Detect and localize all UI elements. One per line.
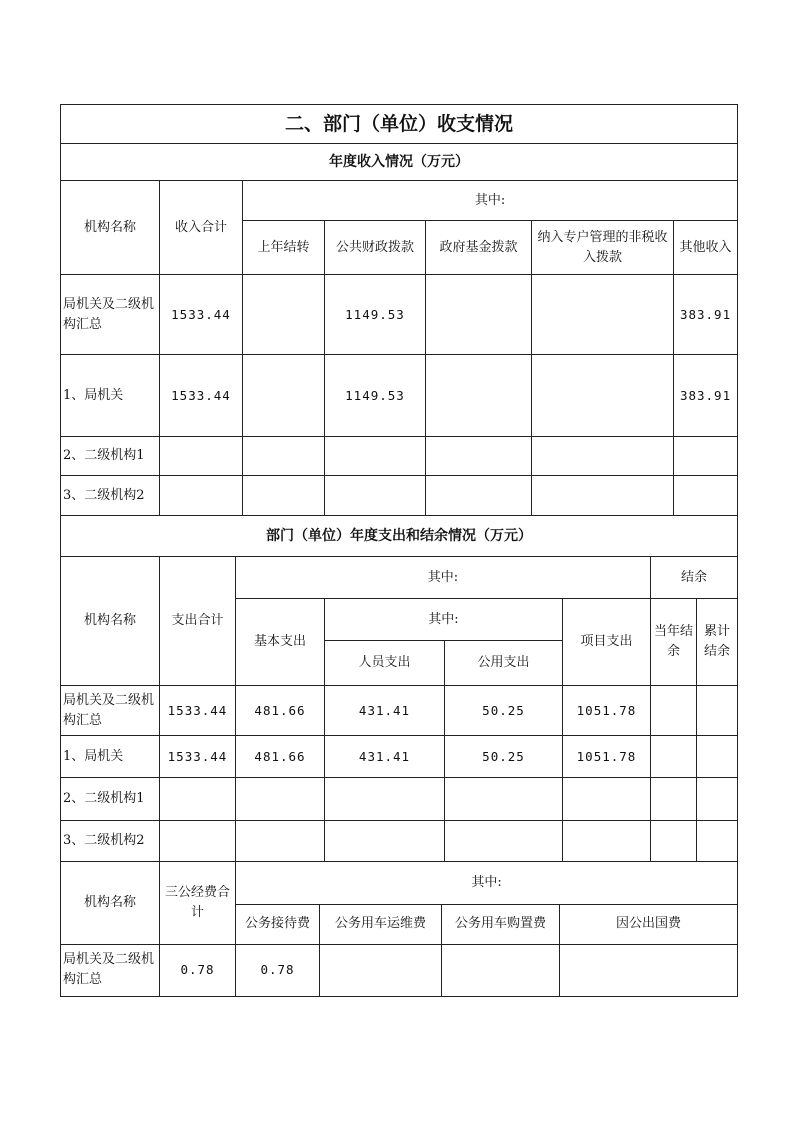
- three-public-col-of-which: 其中:: [236, 862, 738, 904]
- row-name: 3、二级机构2: [61, 476, 160, 516]
- cell-basic: [236, 778, 325, 821]
- three-public-col-org: 机构名称: [61, 862, 160, 944]
- expense-col-accum-balance: 累计结余: [697, 599, 738, 686]
- expense-col-year-balance: 当年结余: [651, 599, 697, 686]
- cell-nontax: [532, 275, 674, 355]
- cell-total: 0.78: [160, 944, 236, 996]
- row-name: 局机关及二级机构汇总: [61, 944, 160, 996]
- income-col-other: 其他收入: [674, 221, 738, 275]
- cell-accum-balance: [697, 821, 738, 862]
- income-section-title: 年度收入情况（万元）: [61, 144, 738, 181]
- cell-total: 1533.44: [160, 736, 236, 778]
- expense-col-org: 机构名称: [61, 557, 160, 686]
- cell-accum-balance: [697, 686, 738, 736]
- budget-sheet: [60, 104, 737, 997]
- cell-project: [563, 778, 651, 821]
- cell-public: 50.25: [445, 736, 563, 778]
- expense-col-sub-of-which: 其中:: [325, 599, 563, 641]
- table-row: [61, 778, 738, 821]
- income-col-org: 机构名称: [61, 181, 160, 275]
- cell-year-balance: [651, 778, 697, 821]
- expense-col-of-which: 其中:: [236, 557, 651, 599]
- cell-total: 1533.44: [160, 686, 236, 736]
- cell-project: [563, 821, 651, 862]
- row-name: 3、二级机构2: [61, 821, 160, 862]
- cell-car-buy: [442, 944, 560, 996]
- cell-accum-balance: [697, 778, 738, 821]
- cell-fund: [426, 437, 532, 476]
- income-col-of-which: 其中:: [243, 181, 738, 221]
- cell-personnel: [325, 778, 445, 821]
- expense-col-project: 项目支出: [563, 599, 651, 686]
- cell-abroad: [560, 944, 738, 996]
- table-row: [61, 275, 738, 355]
- cell-accum-balance: [697, 736, 738, 778]
- cell-nontax: [532, 437, 674, 476]
- cell-year-balance: [651, 821, 697, 862]
- cell-public: 1149.53: [325, 355, 426, 437]
- three-public-col-reception: 公务接待费: [236, 904, 320, 944]
- cell-other: [674, 476, 738, 516]
- cell-project: 1051.78: [563, 736, 651, 778]
- row-name: 1、局机关: [61, 736, 160, 778]
- row-name: 2、二级机构1: [61, 437, 160, 476]
- cell-carry: [243, 437, 325, 476]
- cell-personnel: 431.41: [325, 736, 445, 778]
- cell-basic: 481.66: [236, 736, 325, 778]
- cell-carry: [243, 476, 325, 516]
- cell-year-balance: [651, 736, 697, 778]
- expense-col-balance: 结余: [651, 557, 738, 599]
- expense-col-basic: 基本支出: [236, 599, 325, 686]
- cell-reception: 0.78: [236, 944, 320, 996]
- expense-col-public: 公用支出: [445, 641, 563, 686]
- income-col-fund: 政府基金拨款: [426, 221, 532, 275]
- cell-fund: [426, 275, 532, 355]
- cell-car-ops: [320, 944, 442, 996]
- cell-year-balance: [651, 686, 697, 736]
- three-public-table: [60, 862, 738, 997]
- expense-table: [60, 516, 738, 862]
- table-row: [61, 437, 738, 476]
- cell-public: 50.25: [445, 686, 563, 736]
- cell-total: 1533.44: [160, 355, 243, 437]
- row-name: 1、局机关: [61, 355, 160, 437]
- income-col-carry: 上年结转: [243, 221, 325, 275]
- expense-col-total: 支出合计: [160, 557, 236, 686]
- cell-personnel: [325, 821, 445, 862]
- three-public-col-car-buy: 公务用车购置费: [442, 904, 560, 944]
- cell-public: [445, 778, 563, 821]
- cell-basic: 481.66: [236, 686, 325, 736]
- cell-project: 1051.78: [563, 686, 651, 736]
- expense-section-title: 部门（单位）年度支出和结余情况（万元）: [61, 516, 738, 557]
- cell-total: [160, 821, 236, 862]
- cell-total: [160, 778, 236, 821]
- cell-total: [160, 437, 243, 476]
- cell-public: [445, 821, 563, 862]
- three-public-col-abroad: 因公出国费: [560, 904, 738, 944]
- table-row: [61, 944, 738, 996]
- income-col-nontax: 纳入专户管理的非税收入拨款: [532, 221, 674, 275]
- table-row: [61, 476, 738, 516]
- cell-other: 383.91: [674, 275, 738, 355]
- table-row: [61, 736, 738, 778]
- cell-personnel: 431.41: [325, 686, 445, 736]
- cell-total: 1533.44: [160, 275, 243, 355]
- cell-fund: [426, 476, 532, 516]
- cell-public: 1149.53: [325, 275, 426, 355]
- table-row: [61, 355, 738, 437]
- row-name: 局机关及二级机构汇总: [61, 686, 160, 736]
- cell-total: [160, 476, 243, 516]
- income-col-public: 公共财政拨款: [325, 221, 426, 275]
- cell-carry: [243, 275, 325, 355]
- three-public-col-car-ops: 公务用车运维费: [320, 904, 442, 944]
- cell-other: [674, 437, 738, 476]
- cell-fund: [426, 355, 532, 437]
- three-public-col-total: 三公经费合计: [160, 862, 236, 944]
- cell-public: [325, 476, 426, 516]
- table-row: [61, 821, 738, 862]
- cell-carry: [243, 355, 325, 437]
- income-table: [60, 104, 738, 516]
- page-title: 二、部门（单位）收支情况: [61, 105, 738, 144]
- cell-public: [325, 437, 426, 476]
- row-name: 局机关及二级机构汇总: [61, 275, 160, 355]
- cell-nontax: [532, 355, 674, 437]
- cell-nontax: [532, 476, 674, 516]
- cell-other: 383.91: [674, 355, 738, 437]
- row-name: 2、二级机构1: [61, 778, 160, 821]
- cell-basic: [236, 821, 325, 862]
- table-row: [61, 686, 738, 736]
- expense-col-personnel: 人员支出: [325, 641, 445, 686]
- income-col-total: 收入合计: [160, 181, 243, 275]
